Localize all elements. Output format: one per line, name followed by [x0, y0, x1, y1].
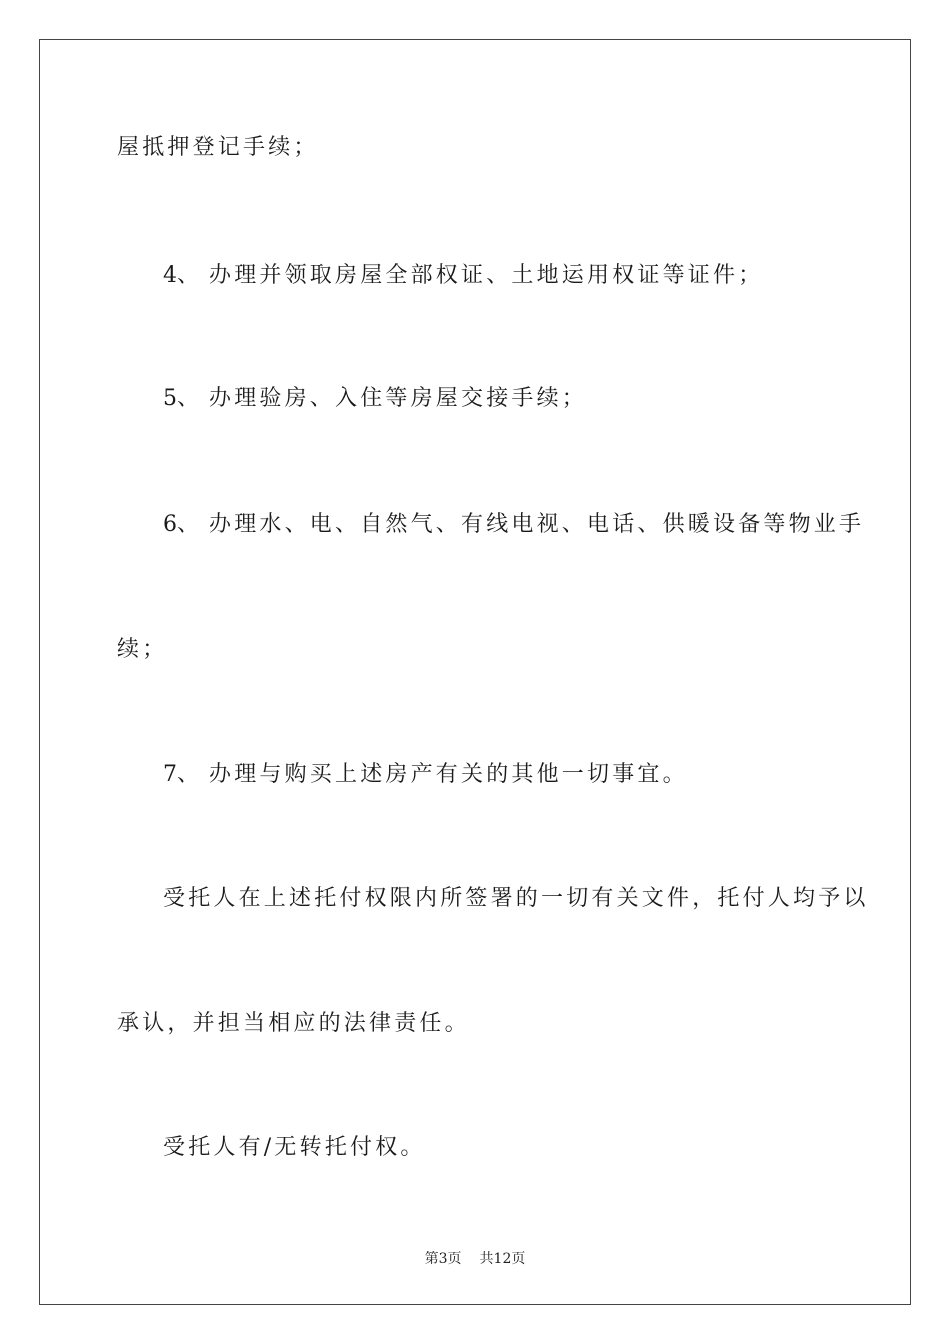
line-text: 屋抵押登记手续； [117, 135, 319, 160]
line-text: 办理验房、入住等房屋交接手续； [209, 386, 588, 411]
list-item-5 [163, 384, 587, 414]
list-number: 7、 [163, 762, 199, 787]
page-number: 第3页 [424, 1251, 462, 1267]
list-number: 5、 [163, 386, 199, 411]
paragraph-line [163, 1133, 426, 1163]
line-text: 受托人在上述托付权限内所签署的一切有关文件，托付人均予以 [163, 886, 869, 911]
list-item-6 [163, 510, 864, 540]
list-item-7 [163, 760, 688, 790]
paragraph-line [117, 635, 167, 665]
page-border [39, 39, 911, 1305]
line-text: 续； [117, 637, 168, 662]
paragraph-line [117, 1009, 470, 1039]
list-number: 4、 [163, 263, 199, 288]
line-text: 办理与购买上述房产有关的其他一切事宜。 [209, 762, 688, 787]
list-item-4 [163, 261, 763, 291]
line-text: 承认，并担当相应的法律责任。 [117, 1011, 470, 1036]
page-footer [0, 1248, 950, 1268]
paragraph-line [163, 884, 869, 914]
list-number: 6、 [163, 512, 199, 537]
paragraph-line [117, 133, 319, 163]
line-text: 受托人有/无转托付权。 [163, 1135, 426, 1160]
page-total: 共12页 [479, 1251, 526, 1267]
line-text: 办理水、电、自然气、有线电视、电话、供暖设备等物业手 [209, 512, 865, 537]
line-text: 办理并领取房屋全部权证、土地运用权证等证件； [209, 263, 764, 288]
